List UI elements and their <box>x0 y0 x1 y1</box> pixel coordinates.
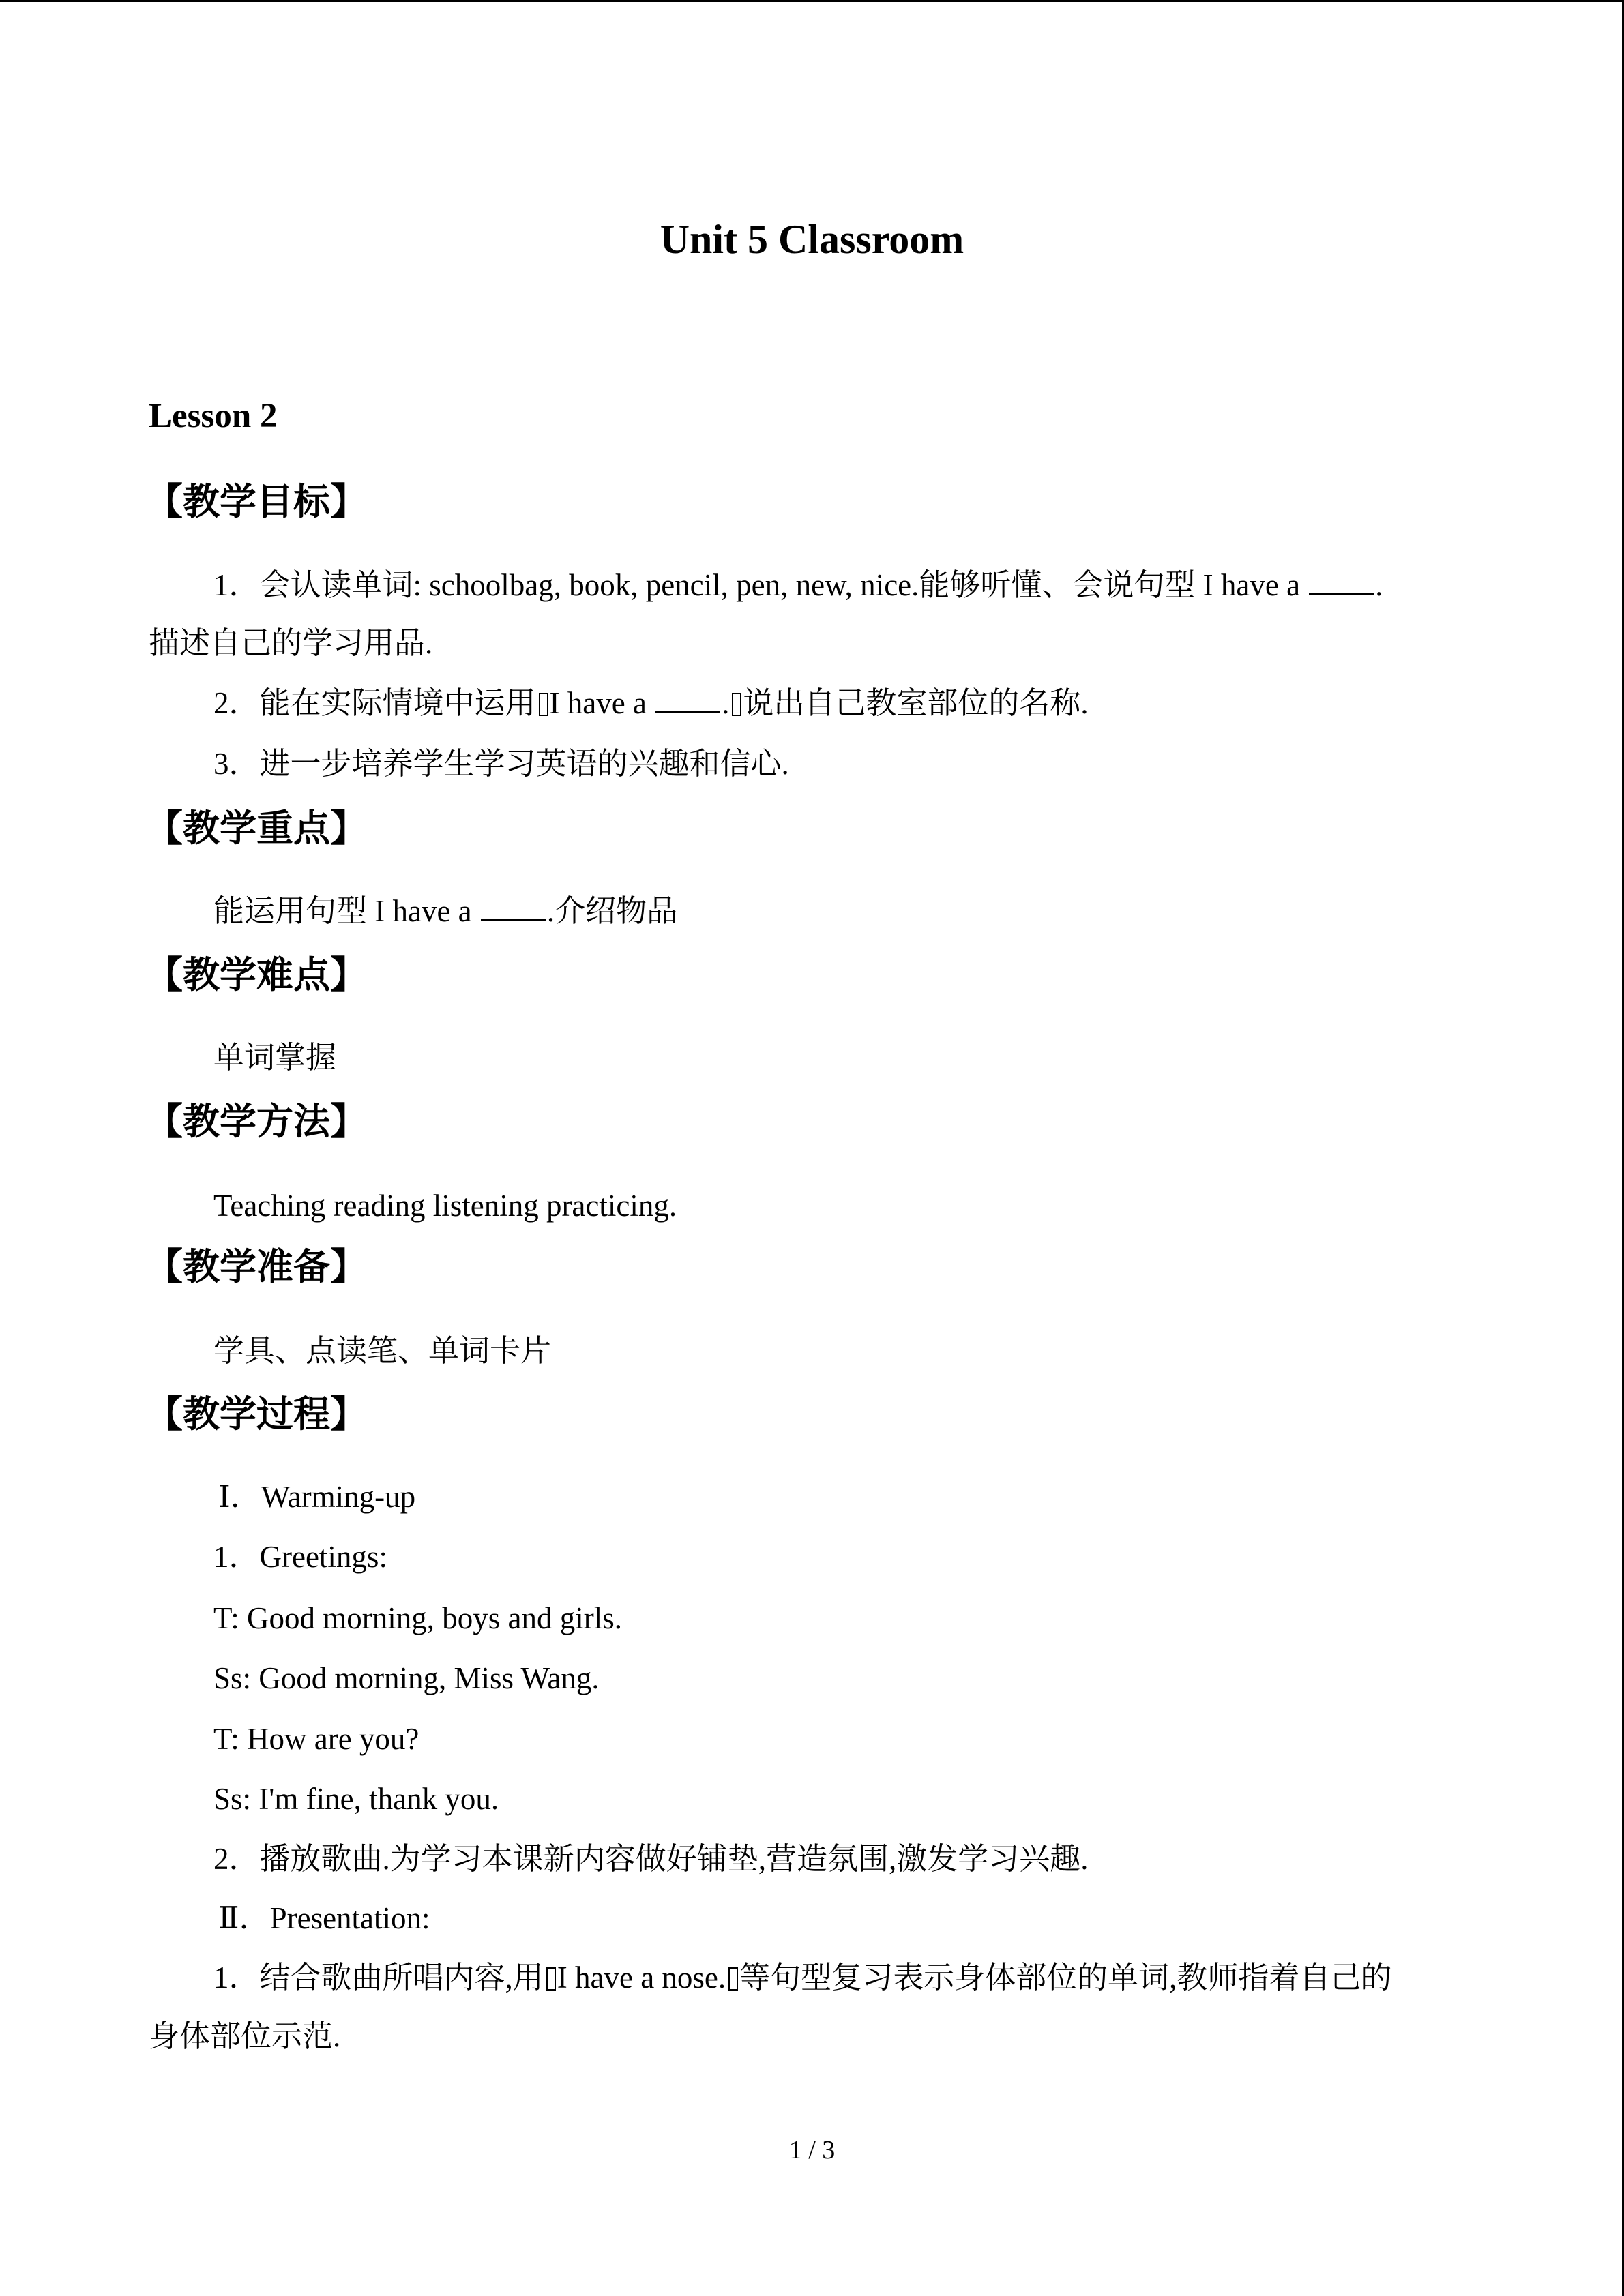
objective-2-phrase: I have a <box>549 686 655 720</box>
objective-2-text: 2．能在实际情境中运用 <box>213 686 536 720</box>
page-title: Unit 5 Classroom <box>660 217 964 262</box>
keypoints-prefix: 能运用句型 I have a <box>213 894 479 928</box>
process-step-warmup: Ⅰ．Warming-up <box>218 1480 416 1514</box>
fill-blank <box>1309 566 1374 595</box>
process-greetings: 1．Greetings: <box>213 1540 387 1574</box>
objective-1-continued: 描述自己的学习用品. <box>149 626 433 660</box>
missing-glyph-icon <box>539 693 548 716</box>
objective-3: 3．进一步培养学生学习英语的兴趣和信心. <box>213 747 789 781</box>
fill-blank <box>481 892 546 921</box>
presentation-1 <box>213 1957 1391 1998</box>
difficulties-text: 单词掌握 <box>213 1041 337 1075</box>
objective-1-text: 1．会认读单词: schoolbag, book, pencil, pen, new, nice.能够听懂、会说句型 I have a <box>213 568 1308 602</box>
presentation-1-phrase: I have a nose. <box>557 1960 726 1995</box>
dialog-line: T: How are you? <box>213 1722 419 1756</box>
dialog-line: Ss: Good morning, Miss Wang. <box>213 1661 600 1695</box>
objective-1 <box>213 565 1383 606</box>
fill-blank <box>655 684 720 713</box>
presentation-1-continued: 身体部位示范. <box>149 2019 341 2053</box>
methods-heading: 【教学方法】 <box>146 1100 367 1143</box>
preparation-text: 学具、点读笔、单词卡片 <box>213 1334 552 1368</box>
keypoints-text <box>213 891 677 931</box>
dialog-line: Ss: I'm fine, thank you. <box>213 1782 499 1816</box>
objective-2-period: . <box>722 686 730 720</box>
dialog-line: T: Good morning, boys and girls. <box>213 1601 622 1635</box>
missing-glyph-icon <box>546 1967 556 1991</box>
missing-glyph-icon <box>728 1967 738 1991</box>
page-number: 1 / 3 <box>788 2136 836 2164</box>
keypoints-suffix: .介绍物品 <box>546 894 678 928</box>
process-step-presentation: Ⅱ．Presentation: <box>218 1901 430 1935</box>
presentation-1-prefix: 1．结合歌曲所唱内容,用 <box>213 1960 544 1995</box>
missing-glyph-icon <box>732 693 741 716</box>
methods-text: Teaching reading listening practicing. <box>213 1189 677 1223</box>
process-heading: 【教学过程】 <box>146 1392 367 1435</box>
process-song: 2．播放歌曲.为学习本课新内容做好铺垫,营造氛围,激发学习兴趣. <box>213 1842 1089 1876</box>
objective-2 <box>213 683 1089 724</box>
objective-2-end: 说出自己教室部位的名称. <box>743 686 1089 720</box>
keypoints-heading: 【教学重点】 <box>146 807 367 850</box>
preparation-heading: 【教学准备】 <box>146 1245 367 1288</box>
lesson-heading: Lesson 2 <box>149 397 278 435</box>
presentation-1-suffix: 等句型复习表示身体部位的单词,教师指着自己的 <box>739 1960 1392 1995</box>
objectives-heading: 【教学目标】 <box>146 480 367 523</box>
objective-1-suffix: . <box>1375 568 1383 602</box>
difficulties-heading: 【教学难点】 <box>146 953 367 996</box>
